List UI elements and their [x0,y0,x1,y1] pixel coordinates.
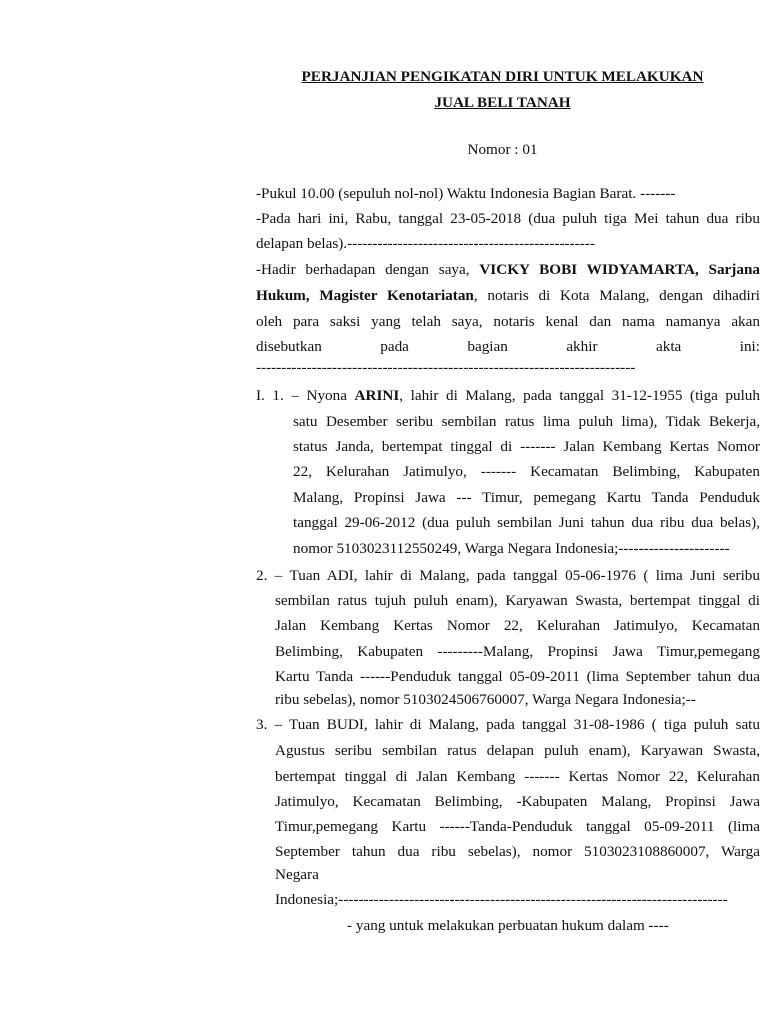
party-3-line-8: Indonesia;----------------------------------------------------------------------------- [275,891,728,908]
party-2-line-2: sembilan ratus tujuh puluh enam), Karyawan Swasta, bertempat tinggal di [275,592,760,609]
paragraph-time: -Pukul 10.00 (sepuluh nol-nol) Waktu Indonesia Bagian Barat. ------- [256,185,676,202]
party-1-line-4: 22, Kelurahan Jatimulyo, ------- Kecamatan Belimbing, Kabupaten [293,463,760,480]
notary-intro-text: -Hadir berhadapan dengan saya, [256,261,480,278]
notary-title: Hukum, Magister Kenotariatan [256,287,474,304]
paragraph-notary-line-2 [256,286,760,306]
notary-name: VICKY BOBI WIDYAMARTA, Sarjana [479,261,760,278]
party-2-line-1: 2. – Tuan ADI, lahir di Malang, pada tanggal 05-06-1976 ( lima Juni seribu [256,567,760,584]
paragraph-notary-line-4: disebutkan pada bagian akhir akta ini: [256,338,760,355]
party-1-name: ARINI [354,387,400,404]
party-3-line-6: September tahun dua ribu sebelas), nomor 5103023108860007, Warga [275,843,760,860]
party-2-line-3: Jalan Kembang Kertas Nomor 22, Kelurahan Jatimulyo, Kecamatan [275,617,760,634]
party-1-line-5: Malang, Propinsi Jawa --- Timur, pemegang Kartu Tanda Penduduk [293,489,760,506]
paragraph-notary-line-1 [256,260,760,280]
party-1-line-1 [256,386,760,406]
party-1-birth-text: , lahir di Malang, pada tanggal 31-12-1955 (tiga puluh [399,387,760,404]
party-2-line-4: Belimbing, Kabupaten ---------Malang, Propinsi Jawa Timur,pemegang [275,643,760,660]
party-1-line-3: status Janda, bertempat tinggal di ------- Jalan Kembang Kertas Nomor [293,438,760,455]
notary-location-text: , notaris di Kota Malang, dengan dihadiri [473,287,760,304]
closing-line: - yang untuk melakukan perbuatan hukum dalam ---- [347,917,669,934]
party-1-line-6: tanggal 29-06-2012 (dua puluh sembilan Juni tahun dua ribu dua belas), [293,514,760,531]
party-1-line-2: satu Desember seribu sembilan ratus lima puluh lima), Tidak Bekerja, [293,413,760,430]
document-title-line-1: PERJANJIAN PENGIKATAN DIRI UNTUK MELAKUKAN [301,68,704,85]
party-3-line-7: Negara [275,866,319,883]
party-2-line-6: ribu sebelas), nomor 5103024506760007, Warga Negara Indonesia;-- [275,691,696,708]
paragraph-notary-dashes: --------------------------------------------------------------------------- [256,359,636,376]
paragraph-notary-line-3: oleh para saksi yang telah saya, notaris kenal dan nama namanya akan [256,313,760,330]
party-3-line-1: 3. – Tuan BUDI, lahir di Malang, pada tanggal 31-08-1986 ( tiga puluh satu [256,716,760,733]
party-1-line-7: nomor 5103023112550249, Warga Negara Indonesia;---------------------- [293,540,730,557]
document-title-line-2: JUAL BELI TANAH [434,94,571,111]
paragraph-date-line-2: delapan belas).------------------------------------------------- [256,235,595,252]
party-1-prefix: I. 1. – Nyona [256,387,355,404]
document-number: Nomor : 01 [467,141,538,158]
party-3-line-2: Agustus seribu sembilan ratus delapan puluh enam), Karyawan Swasta, [275,742,760,759]
party-3-line-5: Timur,pemegang Kartu ------Tanda-Penduduk tanggal 05-09-2011 (lima [275,818,760,835]
party-3-line-3: bertempat tinggal di Jalan Kembang ------- Kertas Nomor 22, Kelurahan [275,768,760,785]
party-2-line-5: Kartu Tanda ------Penduduk tanggal 05-09-2011 (lima September tahun dua [275,668,760,685]
paragraph-date-line-1: -Pada hari ini, Rabu, tanggal 23-05-2018 (dua puluh tiga Mei tahun dua ribu [256,210,760,227]
party-3-line-4: Jatimulyo, Kecamatan Belimbing, -Kabupaten Malang, Propinsi Jawa [275,793,760,810]
